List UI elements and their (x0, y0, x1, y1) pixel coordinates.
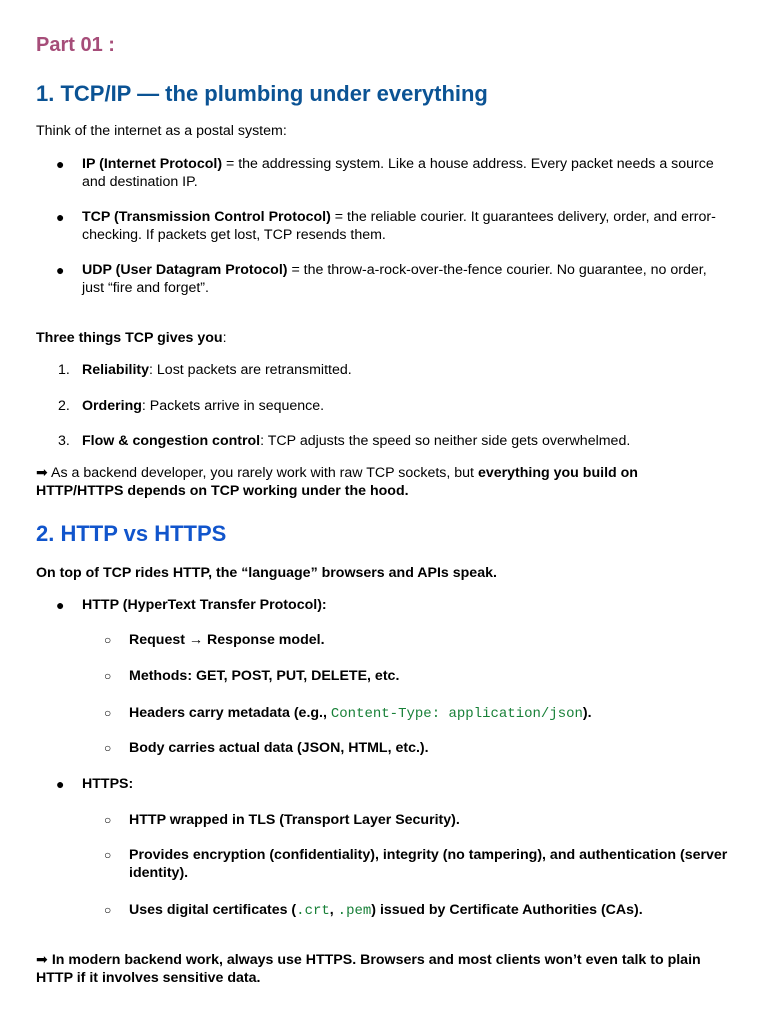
term: TCP (Transmission Control Protocol) (82, 209, 331, 225)
arrow-icon: ➡ (36, 952, 48, 968)
list-number: 1. (58, 362, 70, 378)
description: : Lost packets are retransmitted. (149, 362, 352, 378)
inline-code: .pem (337, 903, 372, 919)
term: UDP (User Datagram Protocol) (82, 262, 288, 278)
circle-bullet-icon: ○ (104, 813, 112, 827)
part-label: Part 01 : (36, 34, 115, 56)
section-heading-http-https: 2. HTTP vs HTTPS (36, 521, 227, 546)
term: HTTPS: (82, 776, 134, 792)
term: IP (Internet Protocol) (82, 156, 223, 172)
tcp-intro-text: Think of the internet as a postal system: (36, 123, 287, 139)
bullet-icon: ● (56, 776, 65, 792)
circle-bullet-icon: ○ (104, 903, 112, 917)
bullet-icon: ● (56, 597, 65, 613)
description: = the addressing system. Like a house address. Every packet needs a source and destination IP. (82, 156, 714, 190)
description: = the reliable courier. It guarantees delivery, order, and error-checking. If packets get lost, TCP resends them. (82, 209, 716, 243)
description: : Packets arrive in sequence. (141, 398, 325, 414)
term: Flow & congestion control (82, 433, 261, 449)
three-things-label: Three things TCP gives you: (36, 330, 227, 346)
https-note: ➡ In modern backend work, always use HTTPS. Browsers and most clients won’t even talk to plain HTTP if it involves sensitive data. (36, 952, 701, 986)
circle-bullet-icon: ○ (104, 669, 112, 683)
bullet-icon: ● (56, 156, 65, 172)
list-number: 3. (58, 433, 70, 449)
description: : TCP adjusts the speed so neither side gets overwhelmed. (260, 433, 631, 449)
term: HTTP (HyperText Transfer Protocol): (82, 597, 327, 613)
term: Reliability (82, 362, 150, 378)
bullet-icon: ● (56, 262, 65, 278)
inline-code: Content-Type: application/json (330, 706, 583, 722)
term: Ordering (82, 398, 142, 414)
inline-code: .crt (296, 903, 330, 919)
list-number: 2. (58, 398, 70, 414)
circle-bullet-icon: ○ (104, 848, 112, 862)
arrow-icon: ➡ (36, 465, 48, 481)
circle-bullet-icon: ○ (104, 741, 112, 755)
section-heading-tcp-ip: 1. TCP/IP — the plumbing under everything (36, 81, 488, 106)
circle-bullet-icon: ○ (104, 633, 112, 647)
tcp-note: ➡ As a backend developer, you rarely work with raw TCP sockets, but everything you build on HTTP/HTTPS depends on TCP working under the hood. (36, 465, 638, 499)
circle-bullet-icon: ○ (104, 706, 112, 720)
description: = the throw-a-rock-over-the-fence courier. No guarantee, no order, just “fire and forget”. (82, 262, 707, 296)
http-intro-text: On top of TCP rides HTTP, the “language” browsers and APIs speak. (36, 565, 497, 581)
bullet-icon: ● (56, 209, 65, 225)
